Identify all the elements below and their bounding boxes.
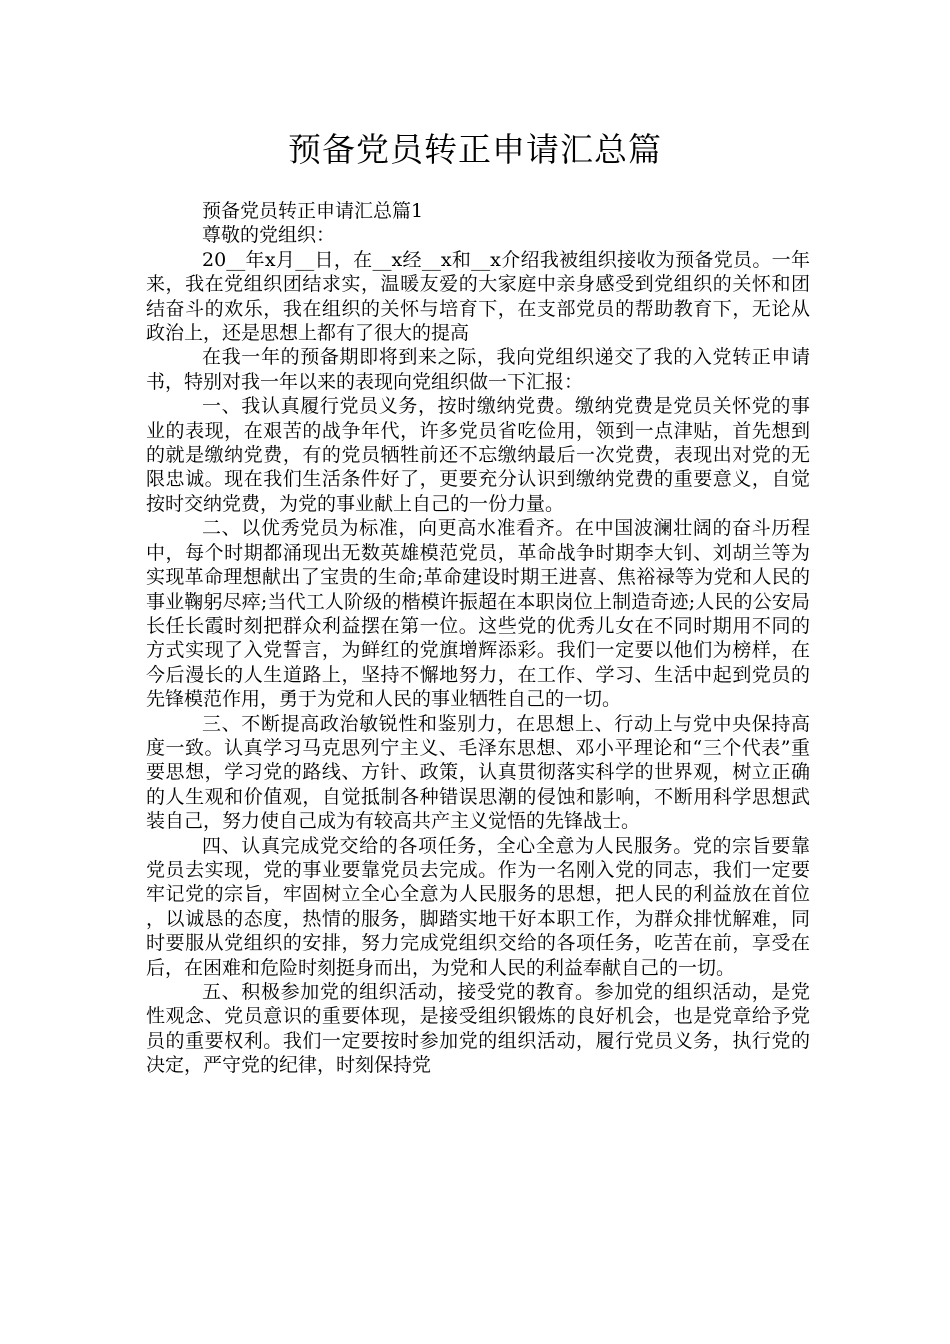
document-body <box>146 199 810 1078</box>
body-paragraph: 二、以优秀党员为标准，向更高水准看齐。在中国波澜壮阔的奋斗历程中，每个时期都涌现出无数英雄模范党员，革命战争时期李大钊、刘胡兰等为实现革命理想献出了宝贵的生命;革命建设时期王进喜、焦裕禄等为党和人民的事业鞠躬尽瘁;当代工人阶级的楷模许振超在本职岗位上制造奇迹;人民的公安局长任长霞时刻把群众利益摆在第一位。这些党的优秀儿女在不同时期用不同的方式实现了入党誓言，为鲜红的党旗增辉添彩。我们一定要以他们为榜样，在今后漫长的人生道路上，坚持不懈地努力，在工作、学习、生活中起到党员的先锋模范作用，勇于为党和人民的事业牺牲自己的一切。 <box>146 517 810 711</box>
body-paragraph: 五、积极参加党的组织活动，接受党的教育。参加党的组织活动，是党性观念、党员意识的重要体现，是接受组织锻炼的良好机会，也是党章给予党员的重要权利。我们一定要按时参加党的组织活动，履行党员义务，执行党的决定，严守党的纪律，时刻保持党 <box>146 981 810 1077</box>
body-paragraph: 预备党员转正申请汇总篇1 <box>202 200 424 222</box>
body-paragraph: 20__年x月__日，在__x经__x和__x介绍我被组织接收为预备党员。一年来，我在党组织团结求实，温暖友爱的大家庭中亲身感受到党组织的关怀和团结奋斗的欢乐，我在组织的关怀与培育下，在支部党员的帮助教育下，无论从政治上，还是思想上都有了很大的提高 <box>146 248 810 345</box>
body-paragraph: 尊敬的党组织： <box>202 224 336 247</box>
body-paragraph: 在我一年的预备期即将到来之际，我向党组织递交了我的入党转正申请书，特别对我一年以来的表现向党组织做一下汇报： <box>146 346 810 393</box>
body-paragraph: 三、不断提高政治敏锐性和鉴别力，在思想上、行动上与党中央保持高度一致。认真学习马克思列宁主义、毛泽东思想、邓小平理论和“三个代表”重要思想，学习党的路线、方针、政策，认真贯彻落实科学的世界观，树立正确的人生观和价值观，自觉抵制各种错误思潮的侵蚀和影响，不断用科学思想武装自己，努力使自己成为有较高共产主义觉悟的先锋战士。 <box>146 712 810 833</box>
body-paragraph: 一、我认真履行党员义务，按时缴纳党费。缴纳党费是党员关怀党的事业的表现，在艰苦的战争年代，许多党员省吃俭用，领到一点津贴，首先想到的就是缴纳党费，有的党员牺牲前还不忘缴纳最后一次党费，表现出对党的无限忠诚。现在我们生活条件好了，更要充分认识到缴纳党费的重要意义，自觉按时交纳党费，为党的事业献上自己的一份力量。 <box>146 395 810 515</box>
body-paragraph: 四、认真完成党交给的各项任务，全心全意为人民服务。党的宗旨要靠党员去实现，党的事业要靠党员去完成。作为一名刚入党的同志，我们一定要牢记党的宗旨，牢固树立全心全意为人民服务的思想，把人民的利益放在首位，以诚恳的态度，热情的服务，脚踏实地干好本职工作，为群众排忧解难，同时要服从党组织的安排，努力完成党组织交给的各项任务，吃苦在前，享受在后，在困难和危险时刻挺身而出，为党和人民的利益奉献自己的一切。 <box>146 834 810 979</box>
document-title: 预备党员转正申请汇总篇 <box>288 130 662 169</box>
